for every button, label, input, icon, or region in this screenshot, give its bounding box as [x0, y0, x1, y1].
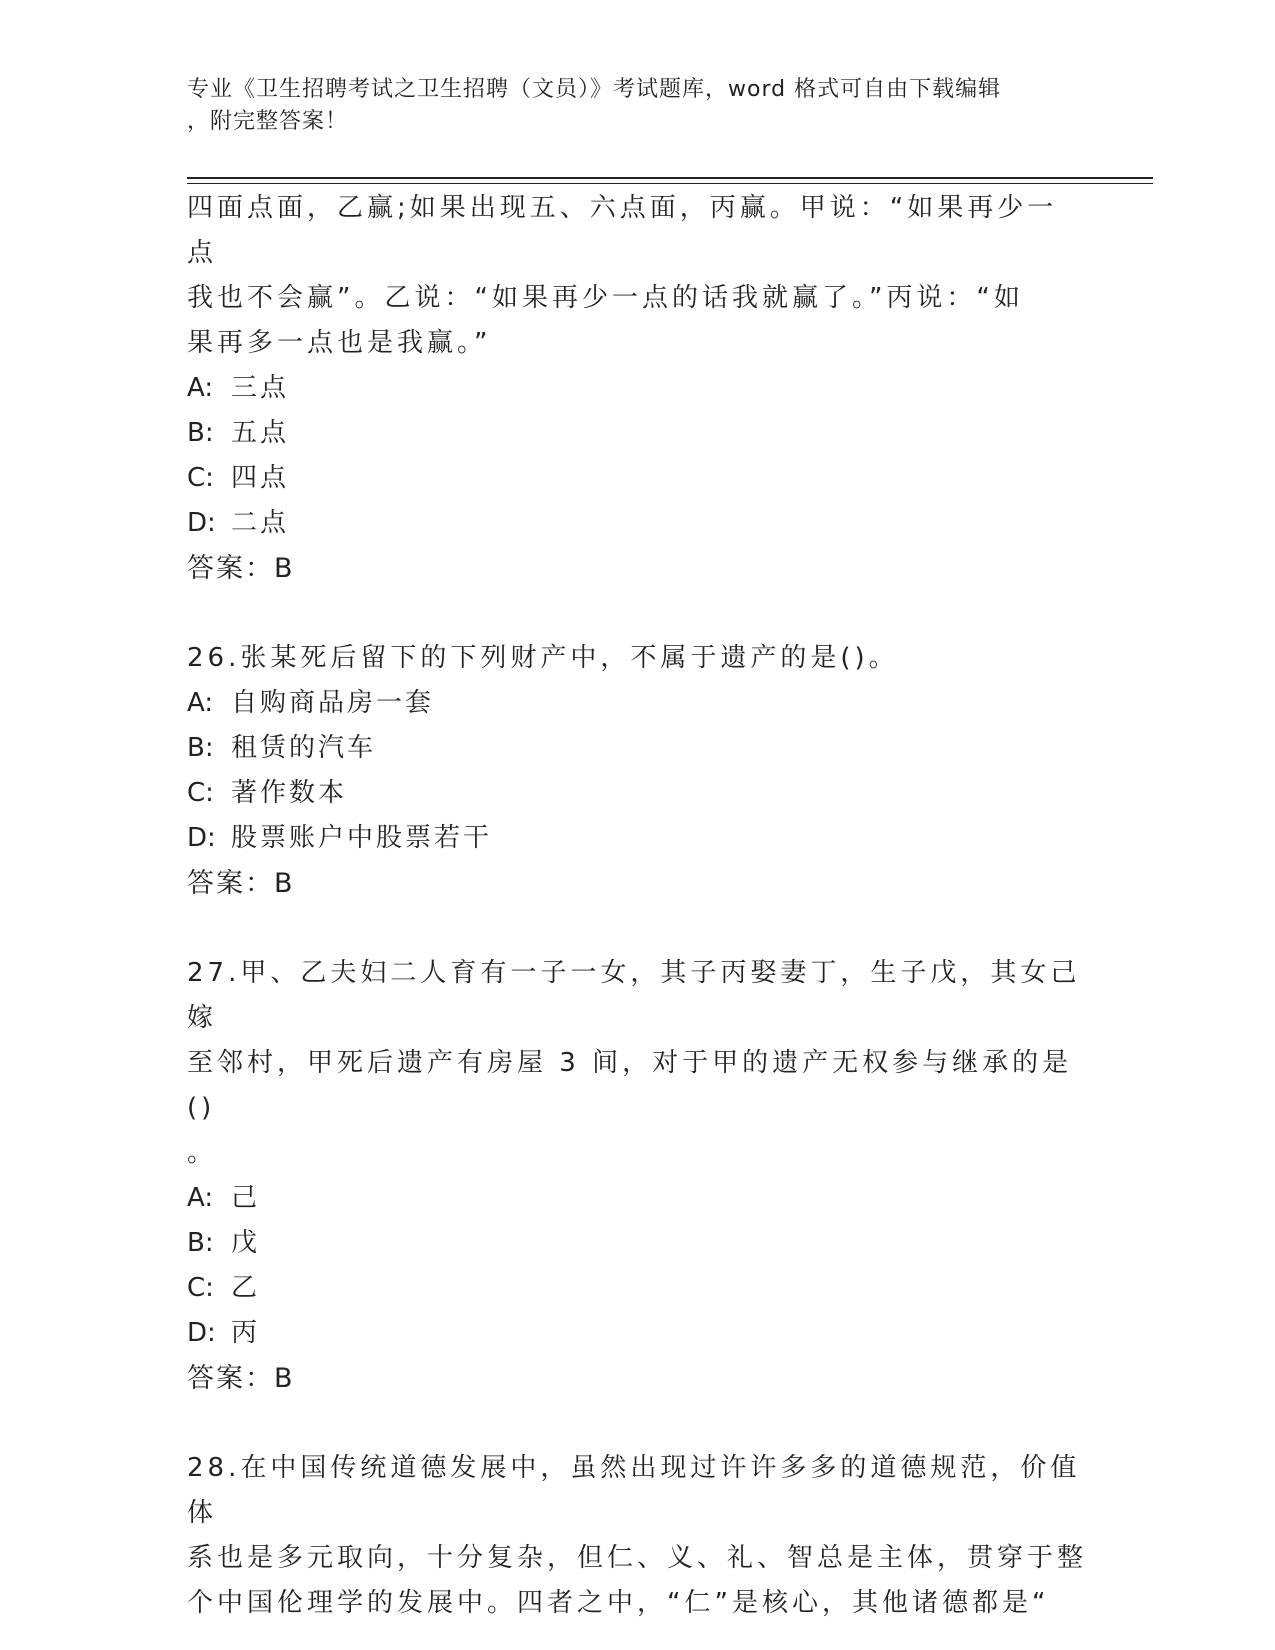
option-d: D: 二点: [187, 508, 290, 538]
option-c: C: 著作数本: [187, 778, 348, 808]
question-text-line: 。: [187, 1138, 218, 1168]
answer-label: 答案：B: [187, 553, 295, 584]
option-c: C: 四点: [187, 463, 290, 493]
option-b: B: 五点: [187, 418, 290, 448]
option-a: A: 己: [187, 1183, 261, 1213]
option-d: D: 丙: [187, 1318, 261, 1348]
question-27: [187, 951, 1087, 1401]
question-text-line: 我也不会赢”。乙说：“如果再少一点的话我就赢了。”丙说：“如: [187, 283, 1024, 313]
question-text-line: 28.在中国传统道德发展中，虽然出现过许许多多的道德规范，价值体: [187, 1453, 1081, 1528]
question-text-line: 个中国伦理学的发展中。四者之中，“仁”是核心，其他诸德都是“: [187, 1588, 1050, 1618]
header-divider-thick: [187, 177, 1153, 179]
option-b: B: 戊: [187, 1228, 261, 1258]
question-text-line: 27.甲、乙夫妇二人育有一子一女，其子丙娶妻丁，生子戊，其女己嫁: [187, 958, 1081, 1033]
header-line-2: ，附完整答案！: [187, 109, 349, 134]
header-divider-thin: [187, 183, 1153, 184]
header-line-1: 专业《卫生招聘考试之卫生招聘（文员）》考试题库，word 格式可自由下载编辑: [187, 77, 1002, 102]
question-text-line: 系也是多元取向，十分复杂，但仁、义、礼、智总是主体，贯穿于整: [187, 1543, 1088, 1573]
answer-label: 答案：B: [187, 1363, 295, 1394]
question-list: [187, 186, 1087, 1626]
question-text-line: 果再多一点也是我赢。”: [187, 328, 492, 358]
option-b: B: 租赁的汽车: [187, 733, 377, 763]
answer-label: 答案：B: [187, 868, 295, 899]
option-d: D: 股票账户中股票若干: [187, 823, 493, 853]
question-text-line: 至邻村，甲死后遗产有房屋 3 间，对于甲的遗产无权参与继承的是(): [187, 1048, 1073, 1123]
question-text-line: 26.张某死后留下的下列财产中，不属于遗产的是()。: [187, 643, 899, 673]
question-26: [187, 636, 1087, 906]
question-25: [187, 186, 1087, 591]
document-header: [187, 74, 1087, 138]
option-a: A: 三点: [187, 373, 290, 403]
option-c: C: 乙: [187, 1273, 261, 1303]
question-text-line: 四面点面，乙赢;如果出现五、六点面，丙赢。甲说：“如果再少一点: [187, 193, 1058, 268]
option-a: A: 自购商品房一套: [187, 688, 435, 718]
question-28: [187, 1446, 1087, 1626]
